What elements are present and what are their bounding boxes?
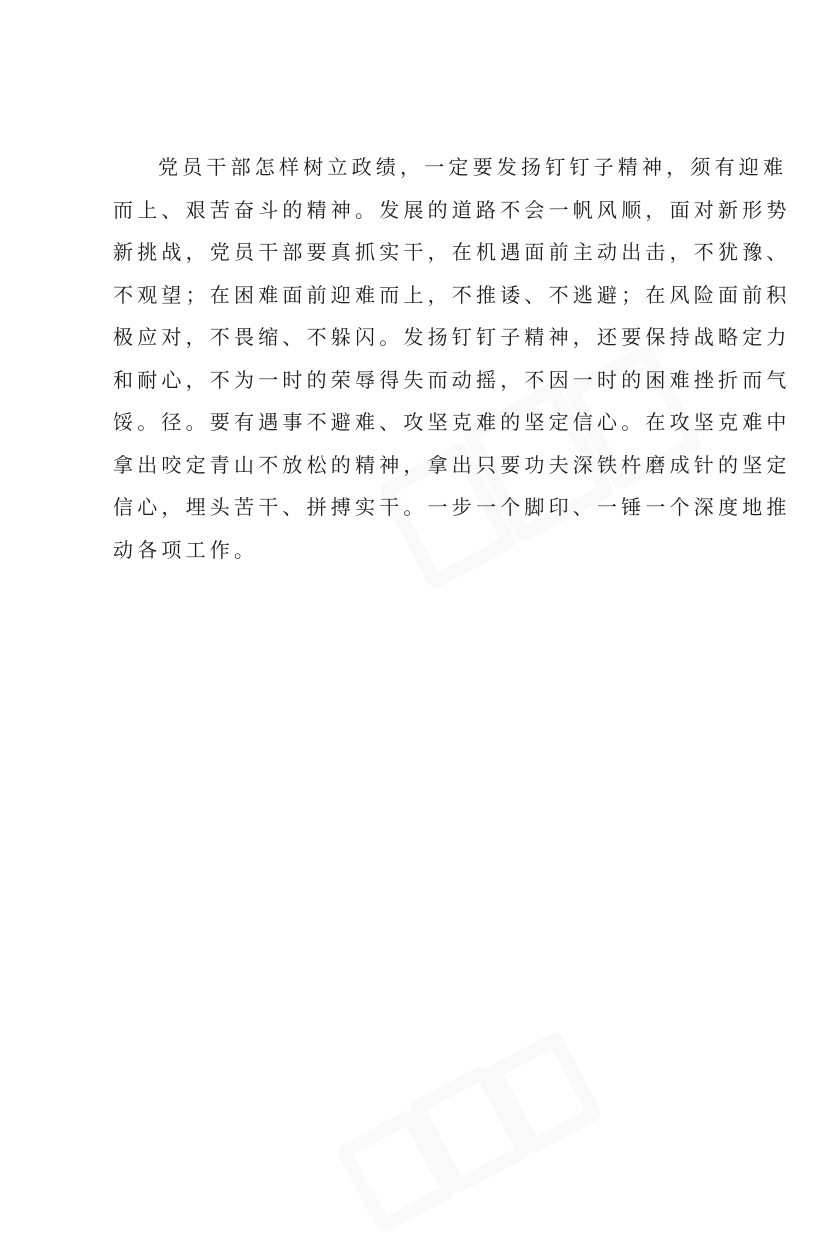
paragraph-line: 极应对，不畏缩、不躲闪。发扬钉钉子精神，还要保持战略定力 — [113, 325, 791, 349]
watermark — [319, 1023, 591, 1237]
body-paragraph — [113, 146, 791, 571]
paragraph-line: 动各项工作。 — [113, 537, 259, 562]
paragraph-line: 馁。径。要有遇事不避难、攻坚克难的坚定信心。在攻坚克难中 — [113, 410, 791, 434]
paragraph-line: 和耐心，不为一时的荣辱得失而动摇，不因一时的困难挫折而气 — [113, 367, 791, 392]
paragraph-line: 新挑战，党员干部要真抓实干，在机遇面前主动出击，不犹豫、 — [113, 240, 791, 264]
paragraph-line: 信心，埋头苦干、拼搏实干。一步一个脚印、一锤一个深度地推 — [113, 495, 791, 519]
paragraph-line: 拿出咬定青山不放松的精神，拿出只要功夫深铁杵磨成针的坚定 — [113, 452, 791, 477]
paragraph-line: 不观望；在困难面前迎难而上，不推诿、不逃避；在风险面前积 — [113, 282, 791, 307]
paragraph-line: 党员干部怎样树立政绩，一定要发扬钉钉子精神，须有迎难 — [158, 155, 788, 179]
paragraph-line: 而上、艰苦奋斗的精神。发展的道路不会一帆风顺，面对新形势 — [113, 197, 791, 222]
